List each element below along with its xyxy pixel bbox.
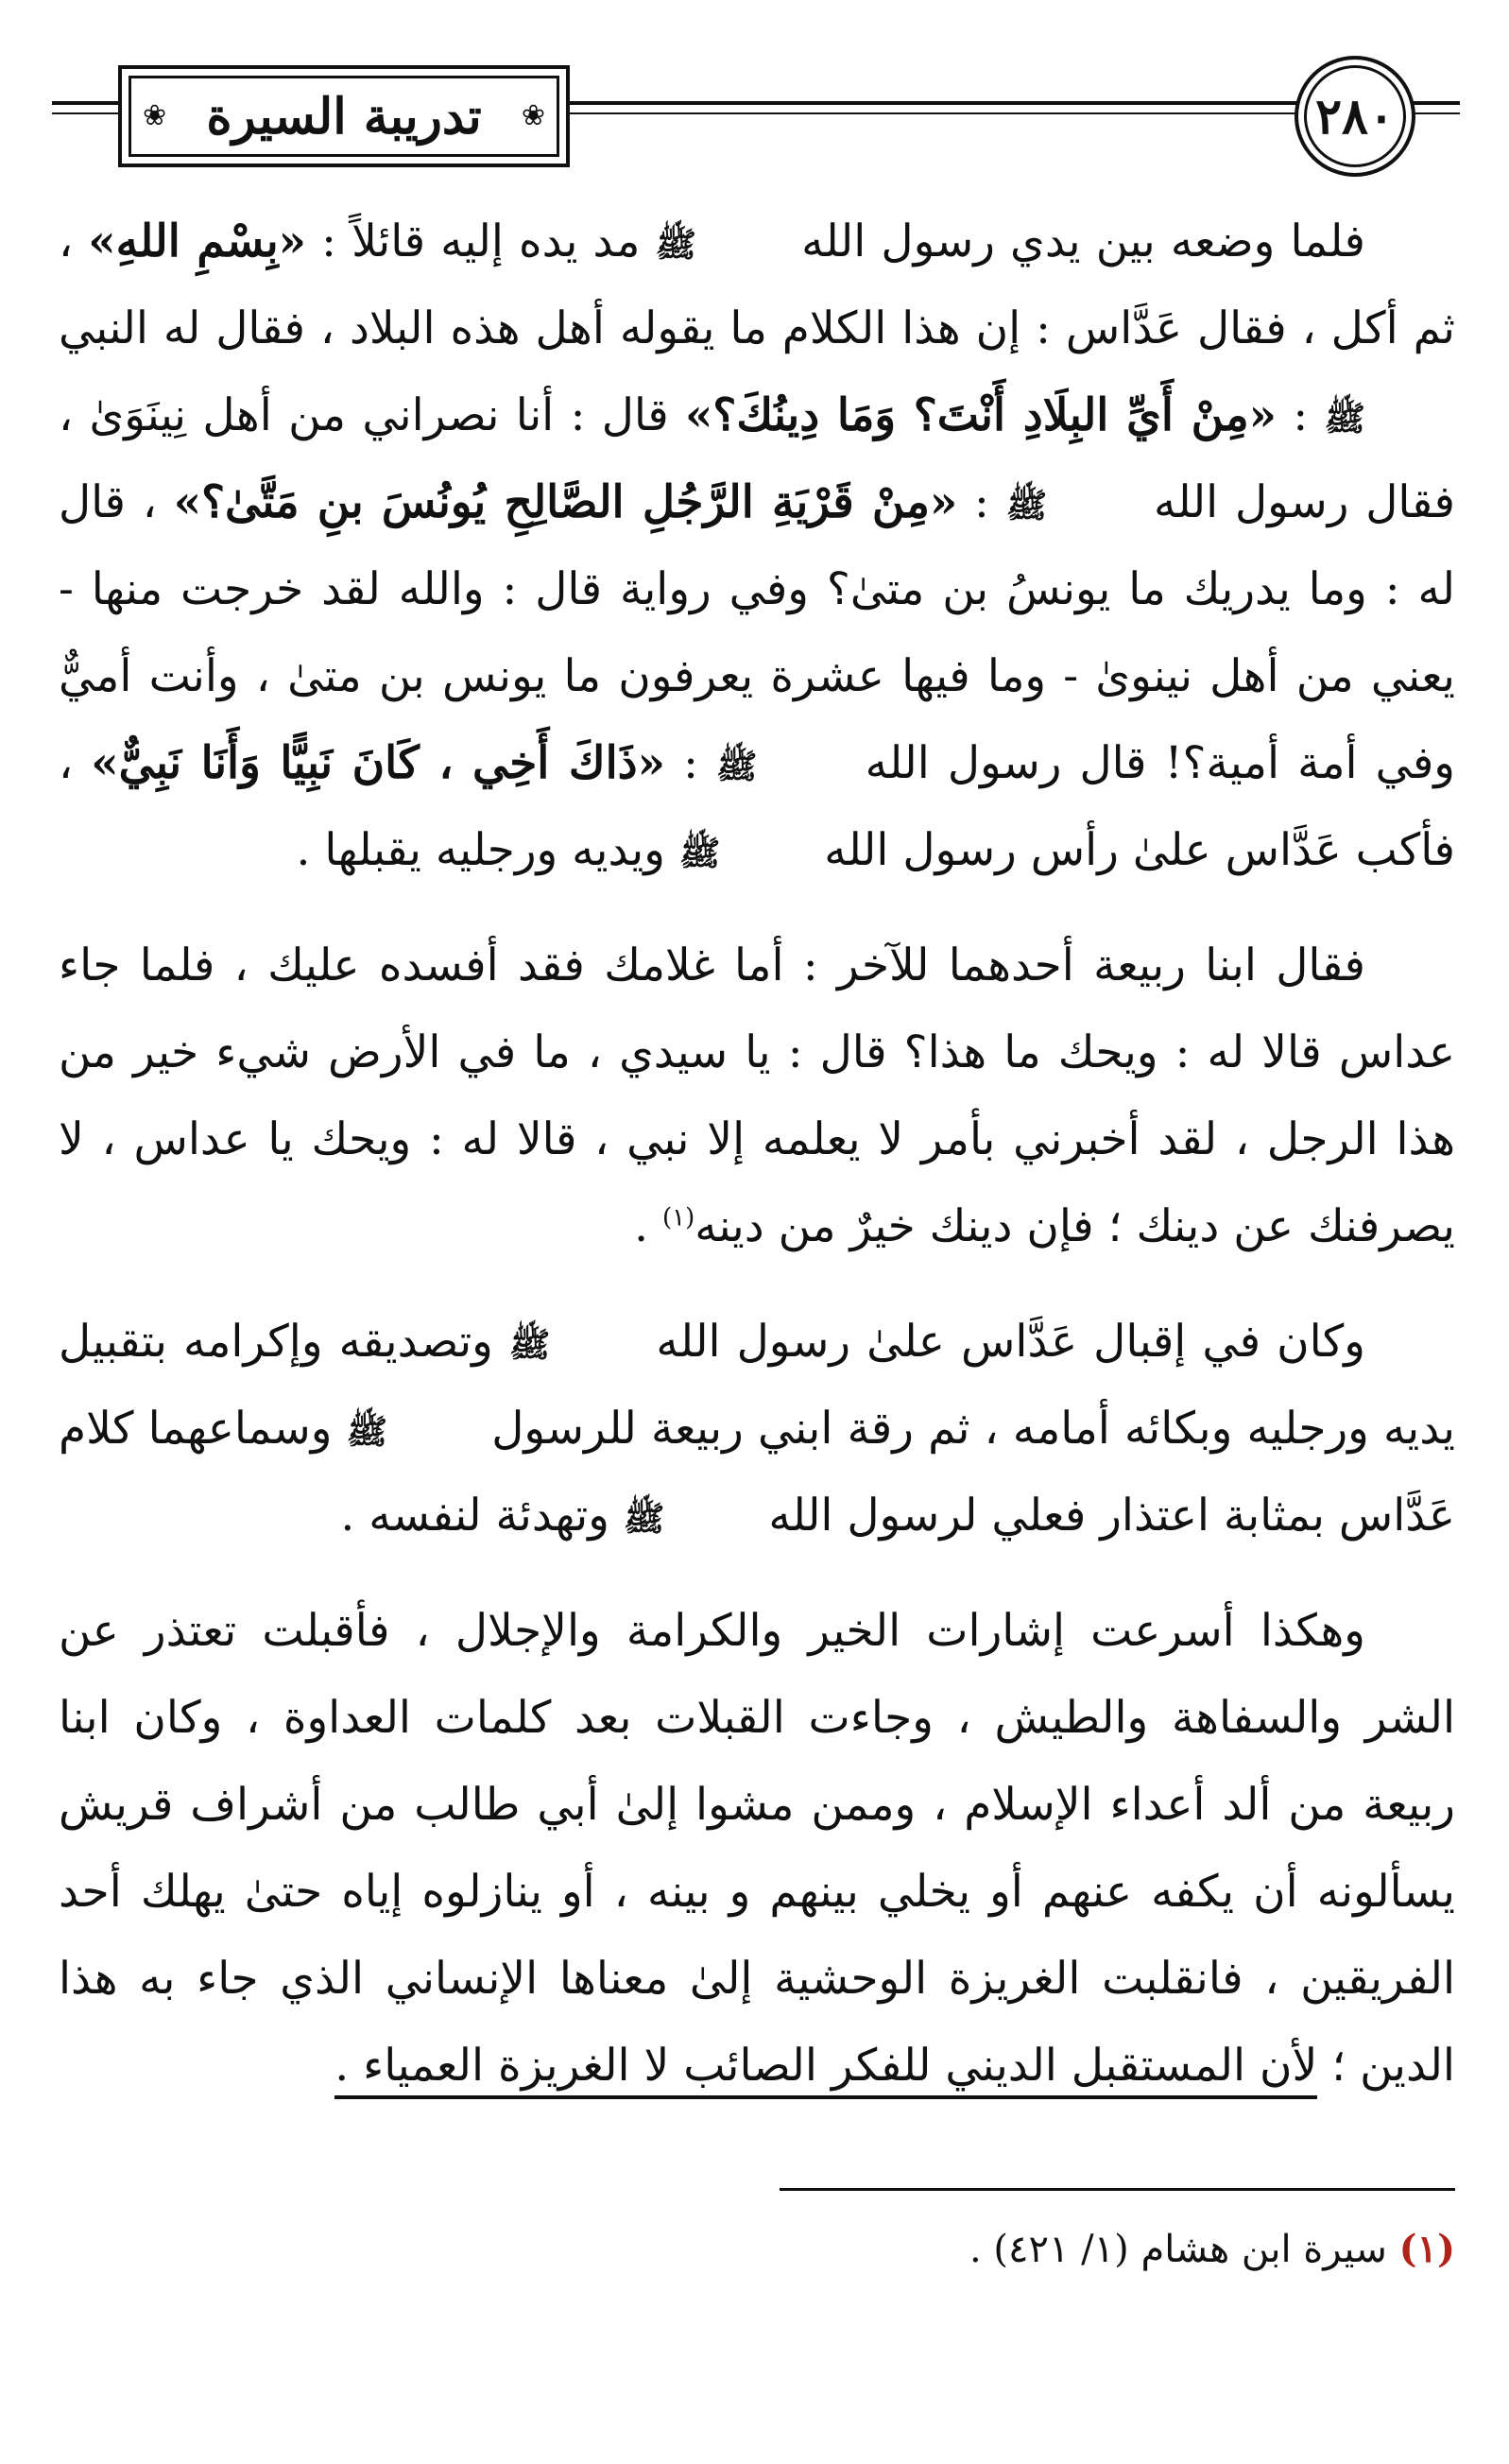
concluding-sentence: لأن المستقبل الديني للفكر الصائب لا الغريزة العمياء . xyxy=(334,2040,1317,2099)
footnote-reference: (١) xyxy=(661,1203,695,1232)
paragraph xyxy=(59,1299,1455,1559)
book-title-cartouche xyxy=(118,65,570,167)
text-run: قال : أنا نصراني من أهل نِينَوَىٰ ، فقال رسول الله xyxy=(59,389,1455,528)
footnote-text: سيرة ابن هشام (١/ ٤٢١) . xyxy=(969,2228,1399,2271)
text-run: ، ثم أكل ، فقال عَدَّاس : إن هذا الكلام ما يقوله أهل هذه البلاد ، فقال له النبي xyxy=(59,215,1455,354)
paragraph xyxy=(59,198,1455,894)
text-run: ، فأكب عَدَّاس علىٰ رأس رسول الله xyxy=(59,737,1455,876)
text-run: : xyxy=(664,737,717,789)
hadith-quote: «مِنْ قَرْيَةِ الرَّجُلِ الصَّالِحِ يُونُسَ بنِ مَتَّىٰ؟» xyxy=(173,476,958,528)
honorific-salawat-icon: ﷺ xyxy=(655,225,697,265)
paragraph xyxy=(59,1588,1455,2110)
hadith-quote: «بِسْمِ اللهِ» xyxy=(88,215,307,267)
honorific-salawat-icon: ﷺ xyxy=(346,1412,388,1452)
honorific-salawat-icon: ﷺ xyxy=(678,834,721,873)
footnote-number: (١) xyxy=(1398,2227,1455,2271)
paragraph xyxy=(59,922,1455,1270)
text-run: مد يده إليه قائلاً : xyxy=(306,215,656,267)
text-run: فلما وضعه بين يدي رسول الله xyxy=(786,215,1366,267)
text-run: وهكذا أسرعت إشارات الخير والكرامة والإجلال ، فأقبلت تعتذر عن الشر والسفاهة والطيش ، وجاءت القبلات بعد كلمات العداوة ، وكان ابنا ربيعة من ألد أعداء الإسلام ، وممن مشوا إلىٰ أبي طالب من أشراف قريش يسألونه أن يكفه عنهم أو يخلي بينهم و بينه ، أو ينازلوه إياه حتىٰ يهلك أحد الفريقين ، فانقلبت الغريزة الوحشية إلىٰ معناها الإنساني الذي جاء به هذا الدين ؛ xyxy=(59,1605,1455,2092)
footnote-separator xyxy=(780,2188,1455,2191)
hadith-quote: «ذَاكَ أَخِي ، كَانَ نَبِيًّا وَأَنَا نَبِيٌّ» xyxy=(91,737,665,789)
text-run: : xyxy=(1277,389,1325,441)
text-run: فقال ابنا ربيعة أحدهما للآخر : أما غلامك فقد أفسده عليك ، فلما جاء عداس قالا له : ويحك ما هذا؟ قال : يا سيدي ، ما في الأرض شيء خير من هذا الرجل ، لقد أخبرني بأمر لا يعلمه إلا نبي ، قالا له : ويحك يا عداس ، لا يصرفنك عن دينك ؛ فإن دينك خيرٌ من دينه xyxy=(59,939,1455,1252)
honorific-salawat-icon: ﷺ xyxy=(623,1499,665,1539)
text-run: وكان في إقبال عَدَّاس علىٰ رسول الله xyxy=(640,1316,1365,1368)
honorific-salawat-icon: ﷺ xyxy=(508,1325,551,1365)
footnote xyxy=(59,2216,1455,2283)
text-run: : xyxy=(957,476,1006,528)
text-run: . xyxy=(634,1200,662,1252)
header-rule-left xyxy=(52,101,123,105)
text-run: وسماعهما كلام عَدَّاس بمثابة اعتذار فعلي لرسول الله xyxy=(59,1403,1455,1542)
text-run: وتصديقه وإكرامه بتقبيل يديه ورجليه وبكائه أمامه ، ثم رقة ابني ربيعة للرسول xyxy=(59,1316,1456,1455)
page-number: ٢٨٠ xyxy=(1295,56,1415,177)
running-header xyxy=(52,52,1460,180)
text-run: ويديه ورجليه يقبلها . xyxy=(296,824,679,876)
ornament-flower-icon: ❀ xyxy=(143,99,167,132)
honorific-salawat-icon: ﷺ xyxy=(1005,486,1048,526)
header-rule-middle xyxy=(560,101,1297,105)
honorific-salawat-icon: ﷺ xyxy=(716,747,758,786)
header-rule-middle-thin xyxy=(560,112,1297,114)
body-text xyxy=(59,198,1455,2138)
header-rule-left-thin xyxy=(52,112,123,114)
text-run: وتهدئة لنفسه . xyxy=(340,1490,624,1542)
hadith-quote: «مِنْ أَيِّ البِلَادِ أَنْتَ؟ وَمَا دِينُكَ؟» xyxy=(685,389,1278,441)
honorific-salawat-icon: ﷺ xyxy=(1324,399,1366,439)
book-title: تدريبة السيرة xyxy=(206,87,482,146)
ornament-flower-icon: ❀ xyxy=(521,99,545,132)
text-run: ، قال له : وما يدريك ما يونسُ بن متىٰ؟ وفي رواية قال : والله لقد خرجت منها - يعني من أهل نينوىٰ - وما فيها عشرة يعرفون ما يونس بن متىٰ ، وأنت أميٌّ وفي أمة أمية؟! قال رسول الله xyxy=(59,476,1456,789)
